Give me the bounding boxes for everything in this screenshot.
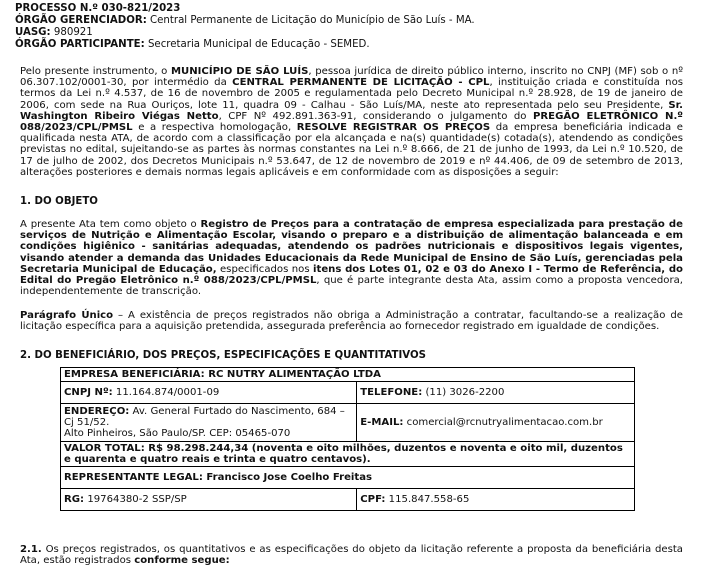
orgao-gerenciador-value: Central Permanente de Licitação do Município de São Luís - MA. <box>150 15 475 26</box>
table-row <box>61 442 635 467</box>
preamble-bold-2: CENTRAL PERMANENTE DE LICITAÇÃO - CPL <box>232 77 490 89</box>
paragrafo-unico-text: – A existência de preços registrados não obriga a Administração a contratar, facultando-se a realização de licitação específica para a aquisição pretendida, assegurada preferência ao fornecedor registrado em igualdade de condições. <box>20 310 683 333</box>
rg-label: RG: <box>64 494 85 505</box>
preamble-bold-1: MUNICÍPIO DE SÃO LUÍS <box>170 66 309 77</box>
preamble-bold-5: RESOLVE REGISTRAR OS PREÇOS <box>296 122 491 134</box>
uasg-value: 980921 <box>53 27 93 38</box>
item-2-1-paragraph <box>20 544 683 566</box>
endereco-label: ENDEREÇO: <box>64 406 130 417</box>
preamble-paragraph <box>20 66 683 178</box>
cnpj-cell <box>61 382 357 404</box>
objeto-bold-1: Registro de Preços para a contratação de empresa especializada para prestação de serviços de Nutrição e Alimentação Escolar, visando o preparo e a distribuição de alimentação balanceada e em condições higiênico - sanitárias adequadas, atendendo os padrões nutricionais e dispositivos legais vigentes, visando atender a demanda das Unidades Educacionais da Rede Municipal de Ensino de São Luís, gerenciadas pela Secretaria Municipal de Educação, <box>20 219 684 275</box>
telefone-cell <box>357 382 635 404</box>
paragrafo-unico-label: Parágrafo Único <box>20 310 114 321</box>
objeto-text-2: especificados nos <box>216 263 314 275</box>
objeto-paragraph <box>20 219 683 297</box>
table-row <box>61 368 635 382</box>
cpf-value: 115.847.558-65 <box>388 494 470 505</box>
table-row <box>61 404 635 442</box>
valor-extenso: (noventa e oito milhões, duzentos e noventa e oito mil, duzentos e quarenta e quatro reais e trinta e quatro centavos). <box>64 443 623 465</box>
preamble-bold-4: PREGÃO ELETRÔNICO N.º 088/2023/CPL/PMSL <box>20 110 683 134</box>
orgao-gerenciador <box>15 15 475 26</box>
preamble-text-3: , instituição criada e constituída nos termos da Lei n.º 4.537, de 16 de novembro de 2005 e regulamentada pelo Decreto Municipal n.º 28.928, de 19 de janeiro de 2006, com sede na Rua Ouriços, lote 11, quadra 09 - Calhau - São Luís/MA, neste ato representada pelo seu Presidente, <box>20 77 683 111</box>
table-row <box>61 467 635 489</box>
preamble-text-2: , pessoa jurídica de direito público interno, inscrito no CNPJ (MF) sob o nº 06.307.102/0001-30, por intermédio da <box>20 66 683 89</box>
cnpj-label: CNPJ Nº: <box>64 387 113 398</box>
valor-label: VALOR TOTAL: <box>64 443 149 454</box>
table-row <box>61 489 635 511</box>
uasg <box>15 27 93 38</box>
section-1-title: 1. DO OBJETO <box>20 196 98 207</box>
representante-cell: REPRESENTANTE LEGAL: Francisco Jose Coelho Freitas <box>61 467 635 489</box>
preamble-text-1: Pelo presente instrumento, o <box>20 66 171 77</box>
email-cell <box>357 404 635 442</box>
email-value: comercial@rcnutryalimentacao.com.br <box>406 417 603 428</box>
preamble-text-4: , CPF Nº 492.891.363-91, considerando o julgamento do <box>218 110 533 122</box>
preamble-text-5: e a respectiva homologação, <box>132 122 297 134</box>
objeto-text-3: , que é parte integrante desta Ata, assim como a proposta vencedora, independentemente de transcrição. <box>20 275 683 298</box>
rg-value: 19764380-2 SSP/SP <box>87 494 187 505</box>
table-row <box>61 382 635 404</box>
orgao-participante-label: ÓRGÃO PARTICIPANTE: <box>15 39 145 50</box>
endereco-line-1: Av. General Furtado do Nascimento, 684 – Cj 51/52. <box>64 406 345 428</box>
item-2-1-number: 2.1. <box>20 544 42 555</box>
orgao-participante <box>15 39 370 50</box>
empresa-cell: EMPRESA BENEFICIÁRIA: RC NUTRY ALIMENTAÇÃO LTDA <box>61 368 635 382</box>
objeto-text-1: A presente Ata tem como objeto o <box>20 219 201 230</box>
orgao-participante-value: Secretaria Municipal de Educação - SEMED. <box>147 39 370 50</box>
paragrafo-unico <box>20 310 683 332</box>
telefone-label: TELEFONE: <box>360 387 423 398</box>
cpf-label: CPF: <box>360 494 386 505</box>
valor-value: R$ 98.298.244,34 <box>148 443 249 454</box>
cnpj-value: 11.164.874/0001-09 <box>115 387 220 398</box>
cpf-cell <box>357 489 635 511</box>
endereco-line-2: Alto Pinheiros, São Paulo/SP. CEP: 05465-070 <box>64 428 291 439</box>
orgao-gerenciador-label: ÓRGÃO GERENCIADOR: <box>15 15 147 26</box>
section-2-title: 2. DO BENEFICIÁRIO, DOS PREÇOS, ESPECIFICAÇÕES E QUANTITATIVOS <box>20 350 426 361</box>
item-2-1-text: Os preços registrados, os quantitativos e as especificações do objeto da licitação referente a proposta da beneficiária desta Ata, estão registrados <box>20 544 683 567</box>
beneficiary-table <box>60 367 635 511</box>
objeto-bold-2: itens dos Lotes 01, 02 e 03 do Anexo I - Termo de Referência, do Edital do Pregão Eletrônico n.º 088/2023/CPL/PMSL <box>20 263 683 287</box>
processo-number: PROCESSO N.º 030-821/2023 <box>15 3 181 14</box>
item-2-1-bold: conforme segue: <box>134 555 230 567</box>
preamble-bold-3: Sr. Washington Ribeiro Viégas Netto <box>20 99 683 122</box>
email-label: E-MAIL: <box>360 417 404 428</box>
endereco-cell <box>61 404 357 442</box>
rg-cell <box>61 489 357 511</box>
telefone-value: (11) 3026-2200 <box>425 387 505 398</box>
preamble-text-6: da empresa beneficiária indicada e qualificada nesta ATA, de acordo com a classificação por ela alcançada e na(s) quantidade(s) cotada(s), atendendo as condições previstas no edital, sujeitando-se as partes às normas constantes na Lei n.º 8.666, de 21 de junho de 1993, da Lei n.º 10.520, de 17 de julho de 2002, dos Decretos Municipais n.º 53.647, de 12 de novembro de 2019 e nº 44.406, de 09 de setembro de 2013, alterações posteriores e demais normas legais aplicáveis e em conformidade com as disposições a seguir: <box>20 122 683 178</box>
uasg-label: UASG: <box>15 27 51 38</box>
valor-total-cell <box>61 442 635 467</box>
